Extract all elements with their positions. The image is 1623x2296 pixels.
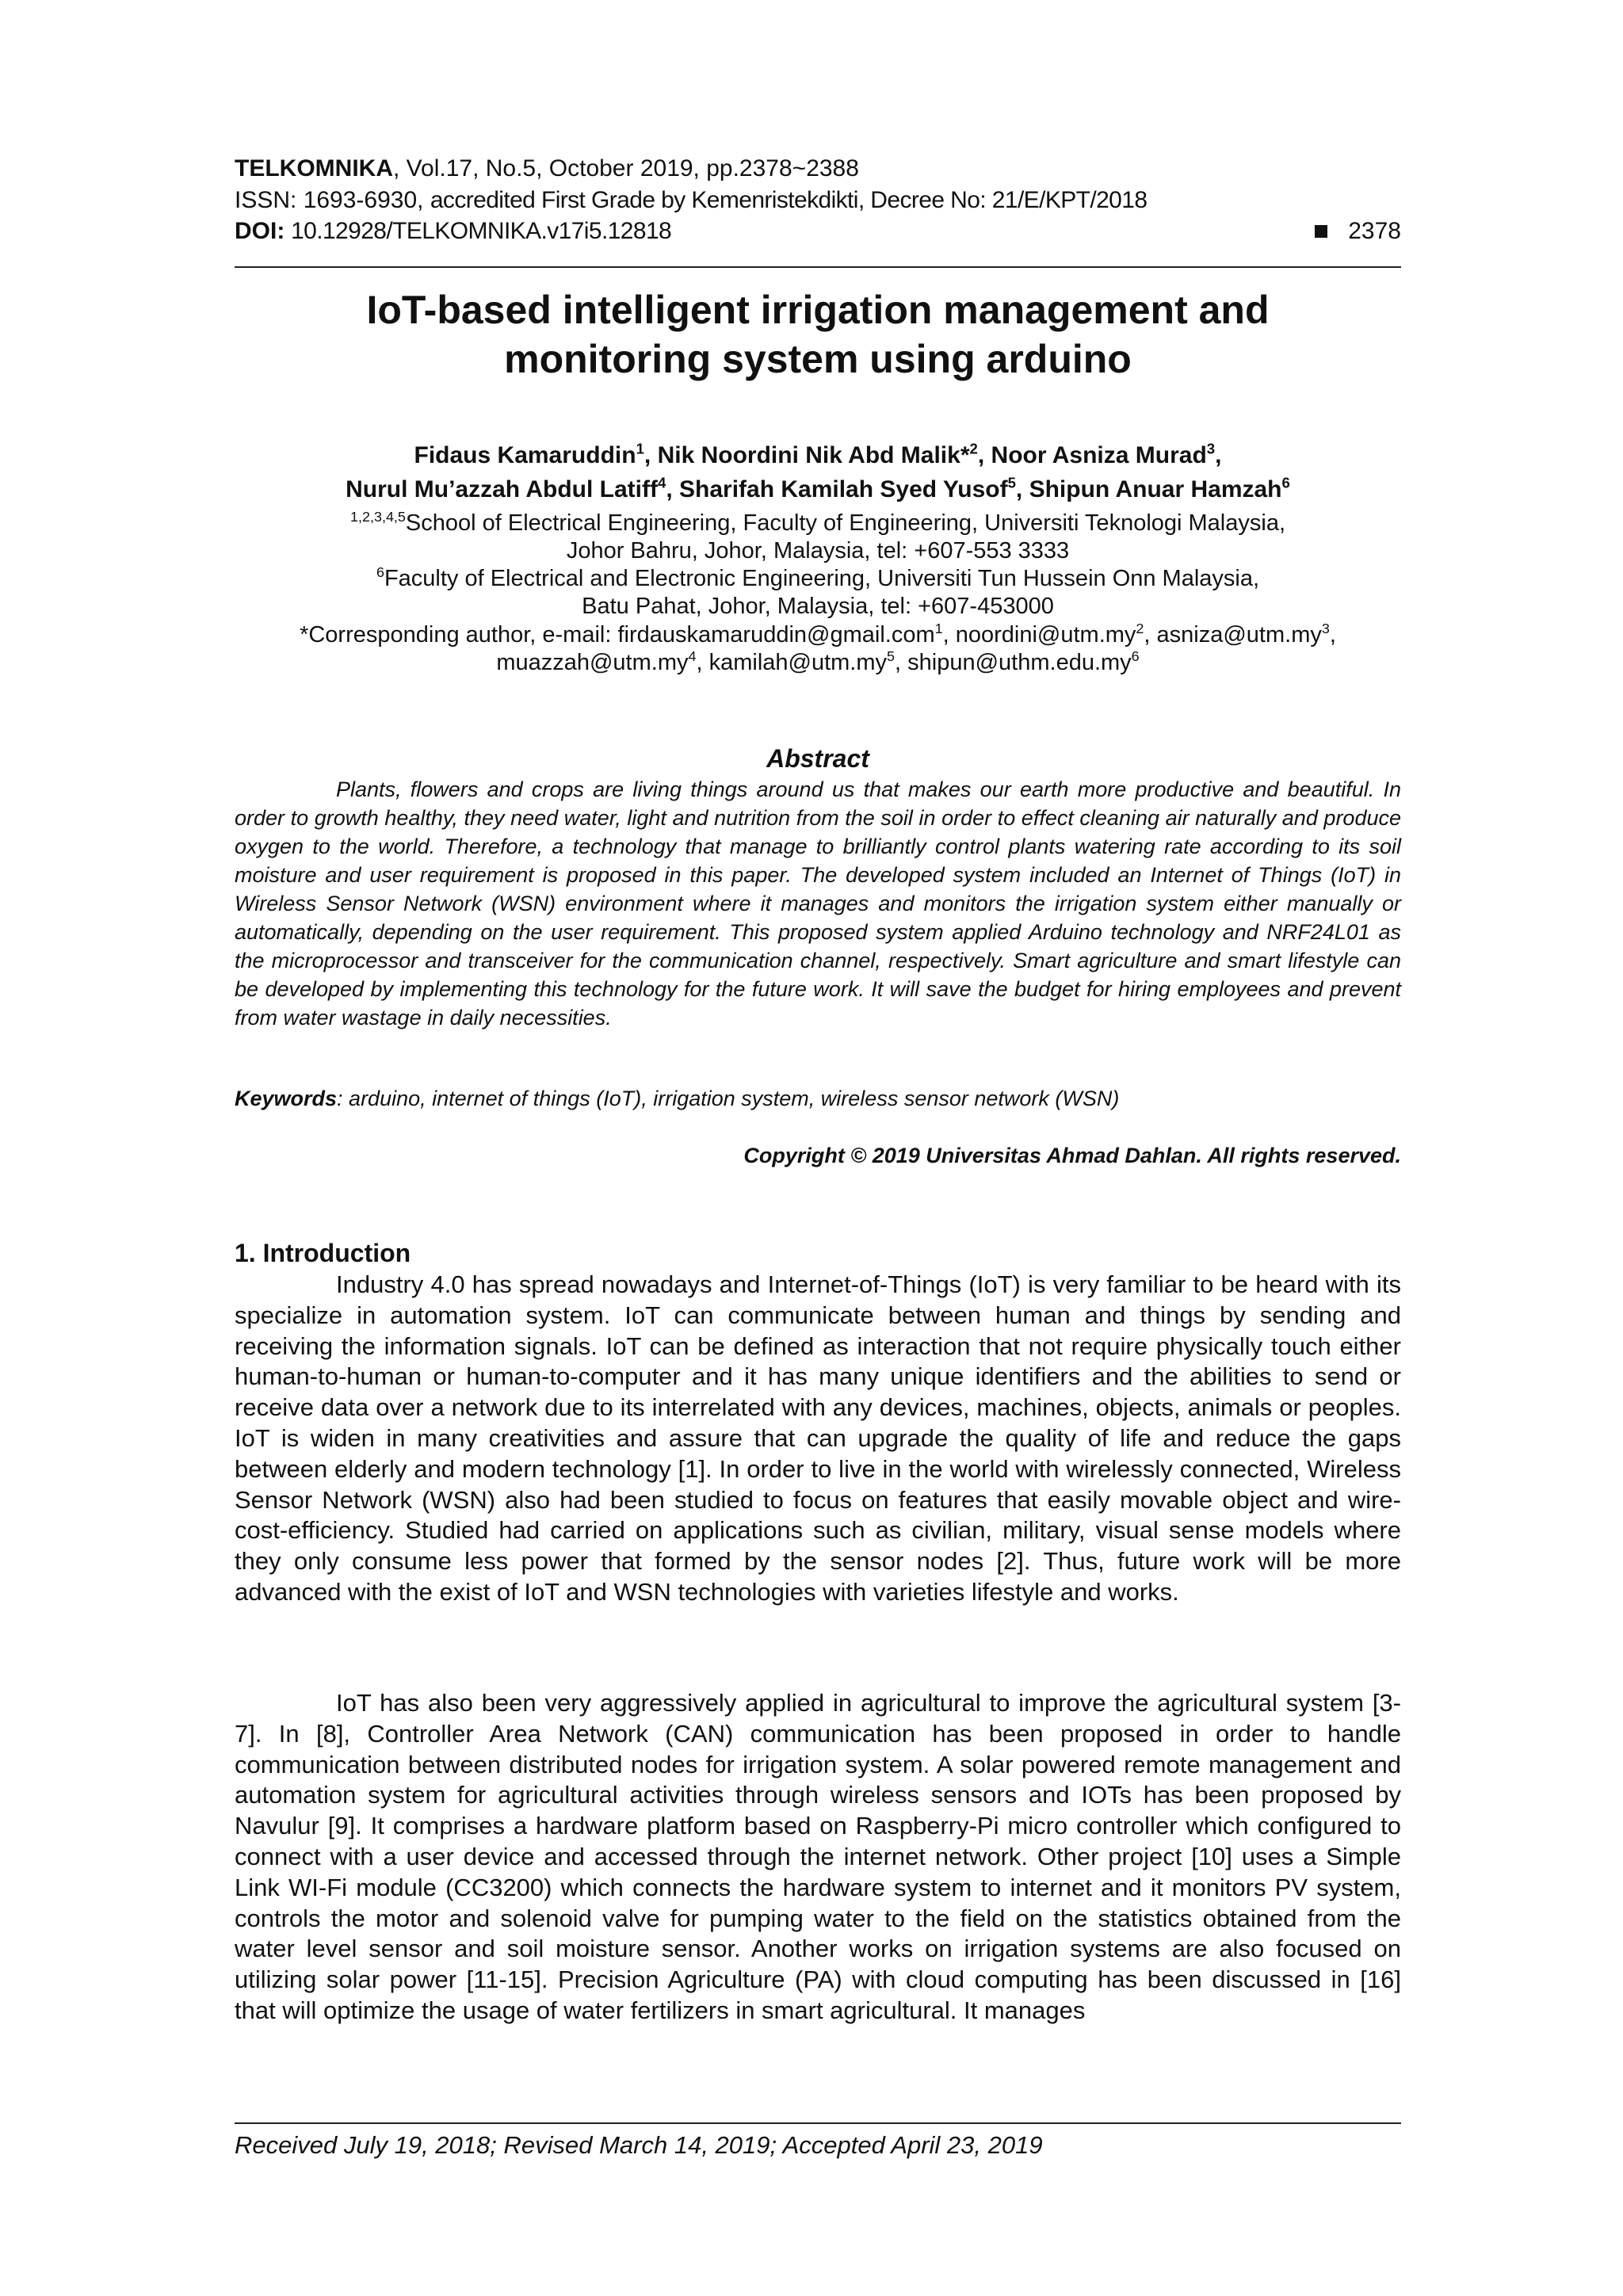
- affiliation-1-line-1: [235, 509, 1401, 537]
- title-line-1: IoT-based intelligent irrigation management and: [366, 288, 1270, 332]
- received-dates: Received July 19, 2018; Revised March 14, 2019; Accepted April 23, 2019: [235, 2131, 1043, 2159]
- affiliation-text: School of Electrical Engineering, Faculty of Engineering, Universiti Teknologi Malaysia,: [405, 510, 1286, 536]
- issn: ISSN: 1693-6930,: [235, 187, 430, 213]
- square-bullet-icon: [1315, 225, 1327, 238]
- copyright-notice: Copyright © 2019 Universitas Ahmad Dahlan. All rights reserved.: [743, 1144, 1401, 1167]
- author-sup: 2: [969, 440, 978, 457]
- authors-line-1: [235, 441, 1401, 470]
- author-name: , Nik Noordini Nik Abd Malik*: [643, 442, 970, 468]
- author-sup: 3: [1206, 440, 1216, 457]
- accreditation: accredited First Grade by Kemenristekdikti, Decree No: 21/E/KPT/2018: [430, 187, 1148, 213]
- author-name: , Shipun Anuar Hamzah: [1015, 476, 1282, 502]
- abstract-body: Plants, flowers and crops are living things around us that makes our earth more productive and beautiful. In order to growth healthy, they need water, light and nutrition from the soil in order to effect cleaning air naturally and produce oxygen to the world. Therefore, a technology that manage to brilliantly control plants watering rate according to its soil moisture and user requirement is proposed in this paper. The developed system included an Internet of Things (IoT) in Wireless Sensor Network (WSN) environment where it manages and monitors the irrigation system either manually or automatically, depending on the user requirement. This proposed system applied Arduino technology and NRF24L01 as the microprocessor and transceiver for the communication channel, respectively. Smart agriculture and smart lifestyle can be developed by implementing this technology for the future work. It will save the budget for hiring employees and prevent from water wastage in daily necessities.: [235, 777, 1401, 1030]
- author-sup: 6: [1281, 474, 1290, 491]
- affiliation-2-line-1: [235, 564, 1401, 593]
- issn-line: [235, 186, 1401, 215]
- author-sup: 5: [1007, 474, 1016, 491]
- email-sup: 5: [887, 648, 896, 664]
- affiliation-text: Faculty of Electrical and Electronic Engineering, Universiti Tun Hussein Onn Malaysia,: [384, 566, 1260, 591]
- email: muazzah@utm.my: [496, 650, 689, 675]
- email: firdauskamaruddin@gmail.com: [617, 622, 935, 648]
- email: , shipun@uthm.edu.my: [895, 650, 1132, 675]
- email-sup: 1: [934, 620, 943, 636]
- page-number-value: 2378: [1348, 218, 1401, 244]
- corresponding-author-line-1: [235, 621, 1401, 649]
- email-separator: ,: [1329, 622, 1336, 648]
- affiliation-2-line-2: Batu Pahat, Johor, Malaysia, tel: +607-453000: [582, 594, 1054, 619]
- abstract-heading: Abstract: [766, 744, 869, 773]
- journal-citation: [235, 155, 1401, 183]
- keywords-label: Keywords: [235, 1087, 338, 1110]
- email: , asniza@utm.my: [1144, 622, 1322, 648]
- doi-value: 10.12928/TELKOMNIKA.v17i5.12818: [285, 218, 672, 244]
- doi-label: DOI:: [235, 218, 285, 244]
- header-divider: [235, 266, 1401, 268]
- volume-info: , Vol.17, No.5, October 2019, pp.2378~2388: [392, 155, 859, 181]
- affiliation-1-line-2: Johor Bahru, Johor, Malaysia, tel: +607-553 3333: [566, 538, 1070, 563]
- author-separator: ,: [1215, 442, 1222, 468]
- email-sup: 4: [688, 648, 697, 664]
- email: , noordini@utm.my: [942, 622, 1136, 648]
- body-paragraph-1: Industry 4.0 has spread nowadays and Internet-of-Things (IoT) is very familiar to be heard with its specialize in automation system. IoT can communicate between human and things by sending and receiving the information signals. IoT can be defined as interaction that not require physically touch either human-to-human or human-to-computer and it has many unique identifiers and the abilities to send or receive data over a network due to its interrelated with any devices, machines, objects, animals or peoples. IoT is widen in many creativities and assure that can upgrade the quality of life and reduce the gaps between elderly and modern technology [1]. In order to live in the world with wirelessly connected, Wireless Sensor Network (WSN) also had been studied to focus on features that easily movable object and wire-cost-efficiency. Studied had carried on applications such as civilian, military, visual sense models where they only consume less power that formed by the sensor nodes [2]. Thus, future work will be more advanced with the exist of IoT and WSN technologies with varieties lifestyle and works.: [235, 1270, 1401, 1606]
- corresponding-author-line-2: [235, 648, 1401, 677]
- author-sup: 1: [636, 440, 644, 457]
- section-heading-introduction: 1. Introduction: [235, 1239, 411, 1267]
- email-sup: 6: [1131, 648, 1140, 664]
- email: , kamilah@utm.my: [696, 650, 888, 675]
- author-sup: 4: [657, 474, 666, 491]
- email-sup: 3: [1321, 620, 1330, 636]
- page-number: [1315, 217, 1401, 246]
- author-name: Nurul Mu’azzah Abdul Latiff: [346, 476, 658, 502]
- keywords: [235, 1084, 1401, 1113]
- author-name: , Noor Asniza Murad: [977, 442, 1207, 468]
- doi-line: [235, 217, 1401, 246]
- title-line-2: monitoring system using arduino: [504, 337, 1132, 381]
- author-name: Fidaus Kamaruddin: [414, 442, 636, 468]
- paper-title: [235, 285, 1401, 384]
- corresponding-label: *Corresponding author, e-mail:: [300, 622, 618, 648]
- footer-divider: [235, 2122, 1401, 2124]
- author-name: , Sharifah Kamilah Syed Yusof: [666, 476, 1008, 502]
- email-sup: 2: [1136, 620, 1144, 636]
- affiliation-sup: 6: [376, 563, 384, 580]
- affiliation-sup: 1,2,3,4,5: [349, 508, 406, 525]
- body-paragraph-2: IoT has also been very aggressively applied in agricultural to improve the agricultural system [3-7]. In [8], Controller Area Network (CAN) communication has been proposed in order to handle communication between distributed nodes for irrigation system. A solar powered remote management and automation system for agricultural activities through wireless sensors and IOTs has been proposed by Navulur [9]. It comprises a hardware platform based on Raspberry-Pi micro controller which configured to connect with a user device and accessed through the internet network. Other project [10] uses a Simple Link WI-Fi module (CC3200) which connects the hardware system to internet and it monitors PV system, controls the motor and solenoid valve for pumping water to the field on the statistics obtained from the water level sensor and soil moisture sensor. Another works on irrigation systems are also focused on utilizing solar power [11-15]. Precision Agriculture (PA) with cloud computing has been discussed in [16] that will optimize the usage of water fertilizers in smart agricultural. It manages: [235, 1689, 1401, 2024]
- authors-line-2: [235, 476, 1401, 504]
- keywords-text: : arduino, internet of things (IoT), irrigation system, wireless sensor network (WSN): [337, 1087, 1120, 1110]
- journal-name: TELKOMNIKA: [235, 155, 393, 181]
